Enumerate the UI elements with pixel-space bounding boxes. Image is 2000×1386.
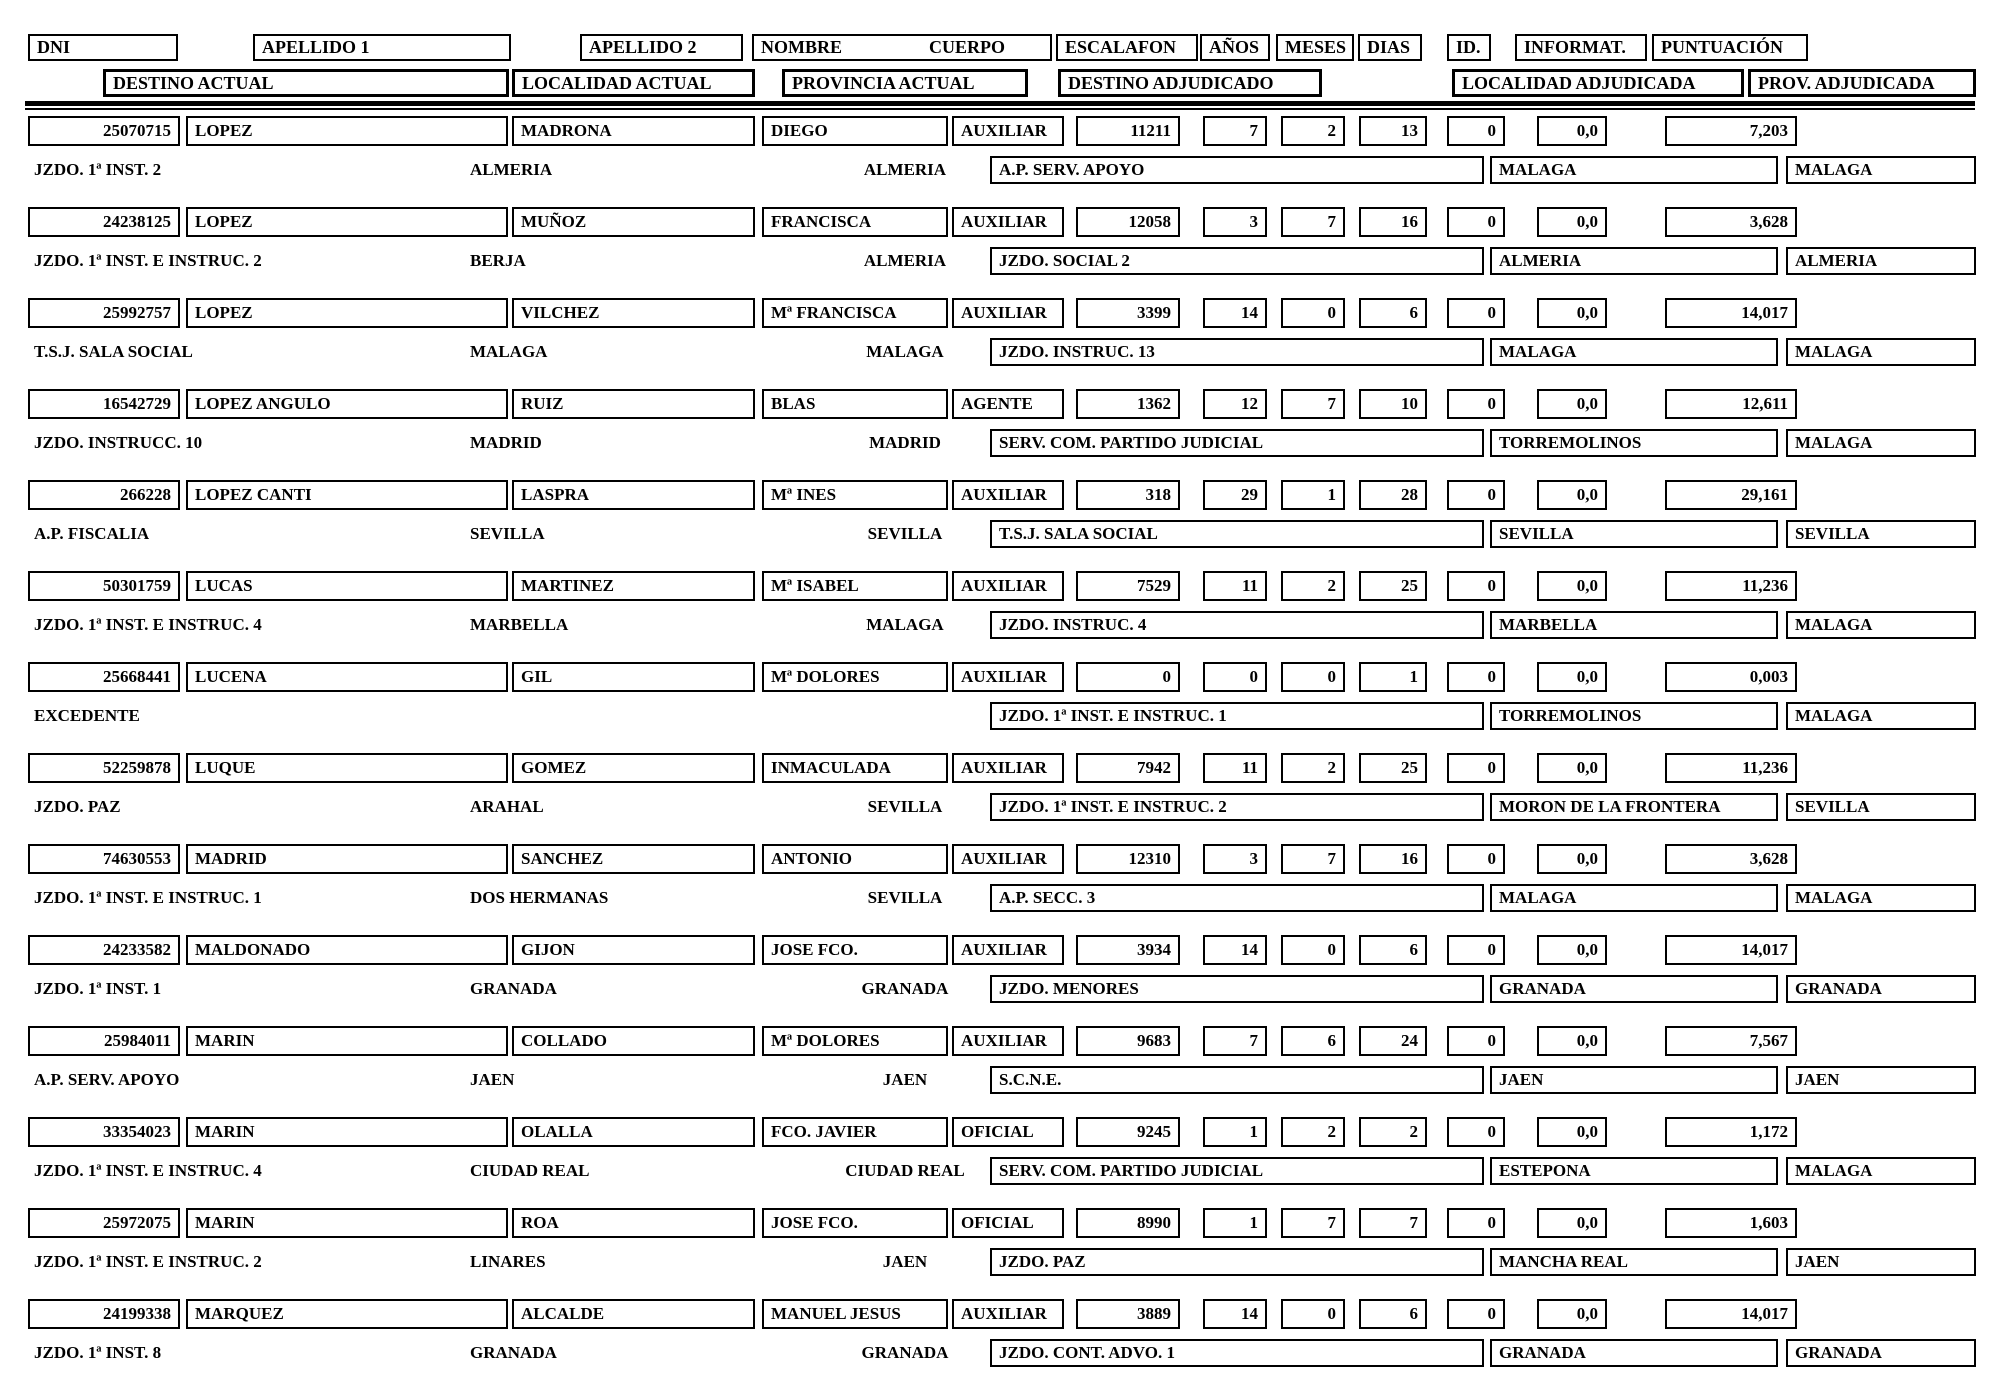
dni-value: 24238125 <box>28 207 180 237</box>
apellido1-value: MARIN <box>186 1026 508 1056</box>
destino-adjudicado-value: JZDO. PAZ <box>990 1248 1484 1276</box>
dias-value: 16 <box>1359 207 1427 237</box>
localidad-adjudicada-value: GRANADA <box>1490 975 1778 1003</box>
header-meses: MESES <box>1276 34 1354 61</box>
header-apellido-2: APELLIDO 2 <box>580 34 743 61</box>
localidad-actual-value: SEVILLA <box>470 524 545 543</box>
destino-actual-value: JZDO. 1ª INST. E INSTRUC. 2 <box>34 251 262 270</box>
anos-value: 7 <box>1203 116 1267 146</box>
dni-value: 16542729 <box>28 389 180 419</box>
id-value: 0 <box>1447 1208 1505 1238</box>
dias-value: 7 <box>1359 1208 1427 1238</box>
meses-value: 0 <box>1281 935 1345 965</box>
escalafon-value: 3399 <box>1076 298 1180 328</box>
provincia-actual-value: SEVILLA <box>867 797 943 816</box>
provincia-actual-value: GRANADA <box>861 979 949 998</box>
id-value: 0 <box>1447 1026 1505 1056</box>
localidad-adjudicada-value: MALAGA <box>1490 884 1778 912</box>
puntuacion-value: 11,236 <box>1665 753 1797 783</box>
provincia-actual-value: MALAGA <box>866 615 944 634</box>
destino-actual-value: JZDO. 1ª INST. 8 <box>34 1343 162 1362</box>
cuerpo-value: AUXILIAR <box>952 662 1064 692</box>
meses-value: 7 <box>1281 207 1345 237</box>
meses-value: 2 <box>1281 1117 1345 1147</box>
table-row <box>0 1117 2000 1208</box>
cuerpo-value: AUXILIAR <box>952 1299 1064 1329</box>
anos-value: 29 <box>1203 480 1267 510</box>
provincia-actual-value: GRANADA <box>861 1343 949 1362</box>
destino-actual-value: JZDO. INSTRUCC. 10 <box>34 433 203 452</box>
provincia-actual-value: MADRID <box>869 433 941 452</box>
prov-adjudicada-value: MALAGA <box>1786 884 1976 912</box>
destino-adjudicado-value: A.P. SERV. APOYO <box>990 156 1484 184</box>
apellido1-value: MADRID <box>186 844 508 874</box>
puntuacion-value: 14,017 <box>1665 935 1797 965</box>
informat-value: 0,0 <box>1537 1299 1607 1329</box>
nombre-value: Mª INES <box>762 480 948 510</box>
localidad-adjudicada-value: GRANADA <box>1490 1339 1778 1367</box>
table-row <box>0 935 2000 1026</box>
table-row <box>0 844 2000 935</box>
cuerpo-value: AUXILIAR <box>952 298 1064 328</box>
escalafon-value: 12058 <box>1076 207 1180 237</box>
puntuacion-value: 11,236 <box>1665 571 1797 601</box>
meses-value: 7 <box>1281 844 1345 874</box>
id-value: 0 <box>1447 207 1505 237</box>
anos-value: 14 <box>1203 298 1267 328</box>
apellido2-value: MARTINEZ <box>512 571 755 601</box>
header-prov-adjudicada: PROV. ADJUDICADA <box>1748 69 1976 97</box>
apellido2-value: LASPRA <box>512 480 755 510</box>
anos-value: 3 <box>1203 844 1267 874</box>
localidad-adjudicada-value: MANCHA REAL <box>1490 1248 1778 1276</box>
informat-value: 0,0 <box>1537 298 1607 328</box>
cuerpo-value: AUXILIAR <box>952 480 1064 510</box>
id-value: 0 <box>1447 1299 1505 1329</box>
header-provincia-actual: PROVINCIA ACTUAL <box>782 69 1028 97</box>
anos-value: 14 <box>1203 935 1267 965</box>
anos-value: 1 <box>1203 1208 1267 1238</box>
informat-value: 0,0 <box>1537 753 1607 783</box>
destino-adjudicado-value: JZDO. 1ª INST. E INSTRUC. 2 <box>990 793 1484 821</box>
prov-adjudicada-value: MALAGA <box>1786 338 1976 366</box>
escalafon-value: 318 <box>1076 480 1180 510</box>
cuerpo-value: OFICIAL <box>952 1208 1064 1238</box>
header-informat: INFORMAT. <box>1515 34 1647 61</box>
apellido1-value: LOPEZ <box>186 298 508 328</box>
nombre-value: BLAS <box>762 389 948 419</box>
escalafon-value: 7529 <box>1076 571 1180 601</box>
header-nombre-cuerpo <box>752 34 1052 61</box>
localidad-actual-value: BERJA <box>470 251 526 270</box>
prov-adjudicada-value: ALMERIA <box>1786 247 1976 275</box>
table-row <box>0 1299 2000 1386</box>
informat-value: 0,0 <box>1537 480 1607 510</box>
id-value: 0 <box>1447 480 1505 510</box>
header-localidad-actual: LOCALIDAD ACTUAL <box>512 69 755 97</box>
apellido2-value: MADRONA <box>512 116 755 146</box>
prov-adjudicada-value: SEVILLA <box>1786 793 1976 821</box>
header-dias: DIAS <box>1358 34 1422 61</box>
destino-adjudicado-value: JZDO. CONT. ADVO. 1 <box>990 1339 1484 1367</box>
localidad-actual-value: ALMERIA <box>470 160 553 179</box>
table-row <box>0 662 2000 753</box>
header-dni: DNI <box>28 34 178 61</box>
localidad-adjudicada-value: ESTEPONA <box>1490 1157 1778 1185</box>
puntuacion-value: 3,628 <box>1665 844 1797 874</box>
cuerpo-value: AUXILIAR <box>952 935 1064 965</box>
localidad-adjudicada-value: MALAGA <box>1490 156 1778 184</box>
apellido2-value: GIJON <box>512 935 755 965</box>
anos-value: 3 <box>1203 207 1267 237</box>
header-nombre: NOMBRE <box>761 37 842 57</box>
prov-adjudicada-value: MALAGA <box>1786 429 1976 457</box>
apellido2-value: GOMEZ <box>512 753 755 783</box>
destino-actual-value: JZDO. 1ª INST. E INSTRUC. 1 <box>34 888 262 907</box>
table-row <box>0 207 2000 298</box>
nombre-value: FRANCISCA <box>762 207 948 237</box>
apellido1-value: MARQUEZ <box>186 1299 508 1329</box>
prov-adjudicada-value: MALAGA <box>1786 611 1976 639</box>
apellido2-value: COLLADO <box>512 1026 755 1056</box>
cuerpo-value: AUXILIAR <box>952 116 1064 146</box>
id-value: 0 <box>1447 571 1505 601</box>
informat-value: 0,0 <box>1537 662 1607 692</box>
cuerpo-value: OFICIAL <box>952 1117 1064 1147</box>
dias-value: 1 <box>1359 662 1427 692</box>
meses-value: 1 <box>1281 480 1345 510</box>
table-row <box>0 1026 2000 1117</box>
puntuacion-value: 29,161 <box>1665 480 1797 510</box>
prov-adjudicada-value: MALAGA <box>1786 702 1976 730</box>
destino-adjudicado-value: T.S.J. SALA SOCIAL <box>990 520 1484 548</box>
header-apellido-1: APELLIDO 1 <box>253 34 511 61</box>
dni-value: 33354023 <box>28 1117 180 1147</box>
apellido2-value: SANCHEZ <box>512 844 755 874</box>
meses-value: 2 <box>1281 753 1345 783</box>
apellido1-value: MALDONADO <box>186 935 508 965</box>
destino-adjudicado-value: S.C.N.E. <box>990 1066 1484 1094</box>
provincia-actual-value: SEVILLA <box>867 888 943 907</box>
anos-value: 11 <box>1203 571 1267 601</box>
dias-value: 28 <box>1359 480 1427 510</box>
localidad-actual-value: JAEN <box>470 1070 515 1089</box>
informat-value: 0,0 <box>1537 389 1607 419</box>
table-row <box>0 480 2000 571</box>
dias-value: 6 <box>1359 298 1427 328</box>
cuerpo-value: AUXILIAR <box>952 753 1064 783</box>
apellido1-value: LOPEZ ANGULO <box>186 389 508 419</box>
meses-value: 2 <box>1281 116 1345 146</box>
destino-actual-value: A.P. FISCALIA <box>34 524 150 543</box>
prov-adjudicada-value: SEVILLA <box>1786 520 1976 548</box>
dni-value: 25070715 <box>28 116 180 146</box>
dni-value: 50301759 <box>28 571 180 601</box>
meses-value: 6 <box>1281 1026 1345 1056</box>
escalafon-value: 3934 <box>1076 935 1180 965</box>
table-row <box>0 116 2000 207</box>
localidad-actual-value: GRANADA <box>470 1343 557 1362</box>
informat-value: 0,0 <box>1537 935 1607 965</box>
meses-value: 0 <box>1281 298 1345 328</box>
dni-value: 52259878 <box>28 753 180 783</box>
localidad-actual-value: ARAHAL <box>470 797 544 816</box>
localidad-adjudicada-value: MARBELLA <box>1490 611 1778 639</box>
nombre-value: JOSE FCO. <box>762 935 948 965</box>
id-value: 0 <box>1447 662 1505 692</box>
destino-adjudicado-value: SERV. COM. PARTIDO JUDICIAL <box>990 429 1484 457</box>
nombre-value: ANTONIO <box>762 844 948 874</box>
header-id: ID. <box>1447 34 1491 61</box>
dias-value: 2 <box>1359 1117 1427 1147</box>
meses-value: 0 <box>1281 1299 1345 1329</box>
dni-value: 74630553 <box>28 844 180 874</box>
localidad-adjudicada-value: MORON DE LA FRONTERA <box>1490 793 1778 821</box>
apellido1-value: LUCAS <box>186 571 508 601</box>
dni-value: 25984011 <box>28 1026 180 1056</box>
header-escalafon: ESCALAFON <box>1056 34 1198 61</box>
localidad-actual-value: LINARES <box>470 1252 546 1271</box>
provincia-actual-value: SEVILLA <box>867 524 943 543</box>
table-row <box>0 753 2000 844</box>
apellido1-value: MARIN <box>186 1117 508 1147</box>
apellido1-value: LUCENA <box>186 662 508 692</box>
dni-value: 25972075 <box>28 1208 180 1238</box>
puntuacion-value: 1,172 <box>1665 1117 1797 1147</box>
destino-actual-value: JZDO. 1ª INST. 1 <box>34 979 162 998</box>
cuerpo-value: AGENTE <box>952 389 1064 419</box>
dias-value: 24 <box>1359 1026 1427 1056</box>
table-row <box>0 298 2000 389</box>
id-value: 0 <box>1447 389 1505 419</box>
localidad-adjudicada-value: TORREMOLINOS <box>1490 702 1778 730</box>
localidad-actual-value <box>470 702 770 730</box>
escalafon-value: 7942 <box>1076 753 1180 783</box>
anos-value: 11 <box>1203 753 1267 783</box>
header-anos: AÑOS <box>1200 34 1270 61</box>
nombre-value: FCO. JAVIER <box>762 1117 948 1147</box>
informat-value: 0,0 <box>1537 1117 1607 1147</box>
destino-adjudicado-value: JZDO. MENORES <box>990 975 1484 1003</box>
id-value: 0 <box>1447 116 1505 146</box>
id-value: 0 <box>1447 1117 1505 1147</box>
prov-adjudicada-value: JAEN <box>1786 1066 1976 1094</box>
destino-actual-value: A.P. SERV. APOYO <box>34 1070 180 1089</box>
puntuacion-value: 14,017 <box>1665 1299 1797 1329</box>
puntuacion-value: 12,611 <box>1665 389 1797 419</box>
cuerpo-value: AUXILIAR <box>952 571 1064 601</box>
escalafon-value: 9245 <box>1076 1117 1180 1147</box>
nombre-value: Mª DOLORES <box>762 662 948 692</box>
prov-adjudicada-value: MALAGA <box>1786 1157 1976 1185</box>
destino-actual-value: JZDO. PAZ <box>34 797 121 816</box>
dni-value: 24233582 <box>28 935 180 965</box>
apellido1-value: LUQUE <box>186 753 508 783</box>
nombre-value: DIEGO <box>762 116 948 146</box>
dni-value: 25668441 <box>28 662 180 692</box>
nombre-value: INMACULADA <box>762 753 948 783</box>
informat-value: 0,0 <box>1537 1208 1607 1238</box>
apellido1-value: LOPEZ CANTI <box>186 480 508 510</box>
destino-adjudicado-value: JZDO. 1ª INST. E INSTRUC. 1 <box>990 702 1484 730</box>
escalafon-value: 8990 <box>1076 1208 1180 1238</box>
puntuacion-value: 0,003 <box>1665 662 1797 692</box>
dias-value: 25 <box>1359 571 1427 601</box>
id-value: 0 <box>1447 753 1505 783</box>
puntuacion-value: 7,567 <box>1665 1026 1797 1056</box>
puntuacion-value: 7,203 <box>1665 116 1797 146</box>
informat-value: 0,0 <box>1537 571 1607 601</box>
puntuacion-value: 14,017 <box>1665 298 1797 328</box>
dni-value: 24199338 <box>28 1299 180 1329</box>
table-row <box>0 571 2000 662</box>
puntuacion-value: 1,603 <box>1665 1208 1797 1238</box>
cuerpo-value: AUXILIAR <box>952 1026 1064 1056</box>
header-destino-actual: DESTINO ACTUAL <box>103 69 509 97</box>
id-value: 0 <box>1447 298 1505 328</box>
cuerpo-value: AUXILIAR <box>952 844 1064 874</box>
localidad-actual-value: DOS HERMANAS <box>470 888 609 907</box>
prov-adjudicada-value: GRANADA <box>1786 1339 1976 1367</box>
table-row <box>0 1208 2000 1299</box>
meses-value: 7 <box>1281 389 1345 419</box>
destino-adjudicado-value: JZDO. INSTRUC. 13 <box>990 338 1484 366</box>
provincia-actual-value: ALMERIA <box>863 160 947 179</box>
records-list <box>0 116 2000 1386</box>
id-value: 0 <box>1447 844 1505 874</box>
informat-value: 0,0 <box>1537 844 1607 874</box>
escalafon-value: 3889 <box>1076 1299 1180 1329</box>
localidad-actual-value: MALAGA <box>470 342 548 361</box>
nombre-value: JOSE FCO. <box>762 1208 948 1238</box>
localidad-adjudicada-value: JAEN <box>1490 1066 1778 1094</box>
apellido1-value: LOPEZ <box>186 116 508 146</box>
destino-adjudicado-value: SERV. COM. PARTIDO JUDICIAL <box>990 1157 1484 1185</box>
anos-value: 0 <box>1203 662 1267 692</box>
apellido2-value: ALCALDE <box>512 1299 755 1329</box>
dias-value: 6 <box>1359 1299 1427 1329</box>
nombre-value: Mª FRANCISCA <box>762 298 948 328</box>
apellido2-value: OLALLA <box>512 1117 755 1147</box>
anos-value: 1 <box>1203 1117 1267 1147</box>
separator-rule-thin <box>25 108 1975 110</box>
nombre-value: Mª ISABEL <box>762 571 948 601</box>
puntuacion-value: 3,628 <box>1665 207 1797 237</box>
localidad-adjudicada-value: SEVILLA <box>1490 520 1778 548</box>
informat-value: 0,0 <box>1537 207 1607 237</box>
apellido2-value: GIL <box>512 662 755 692</box>
apellido2-value: RUIZ <box>512 389 755 419</box>
destino-adjudicado-value: A.P. SECC. 3 <box>990 884 1484 912</box>
meses-value: 7 <box>1281 1208 1345 1238</box>
destino-actual-value: EXCEDENTE <box>34 706 140 725</box>
escalafon-value: 1362 <box>1076 389 1180 419</box>
dias-value: 6 <box>1359 935 1427 965</box>
escalafon-value: 11211 <box>1076 116 1180 146</box>
destino-adjudicado-value: JZDO. INSTRUC. 4 <box>990 611 1484 639</box>
localidad-actual-value: MARBELLA <box>470 615 569 634</box>
separator-rule-thick <box>25 101 1975 106</box>
informat-value: 0,0 <box>1537 116 1607 146</box>
localidad-actual-value: MADRID <box>470 433 542 452</box>
apellido2-value: VILCHEZ <box>512 298 755 328</box>
provincia-actual-value: MALAGA <box>866 342 944 361</box>
dni-value: 25992757 <box>28 298 180 328</box>
localidad-adjudicada-value: TORREMOLINOS <box>1490 429 1778 457</box>
apellido1-value: LOPEZ <box>186 207 508 237</box>
destino-actual-value: JZDO. 1ª INST. E INSTRUC. 4 <box>34 615 262 634</box>
header-cuerpo: CUERPO <box>929 37 1005 57</box>
anos-value: 7 <box>1203 1026 1267 1056</box>
id-value: 0 <box>1447 935 1505 965</box>
destino-actual-value: JZDO. 1ª INST. E INSTRUC. 2 <box>34 1252 262 1271</box>
prov-adjudicada-value: GRANADA <box>1786 975 1976 1003</box>
apellido2-value: ROA <box>512 1208 755 1238</box>
informat-value: 0,0 <box>1537 1026 1607 1056</box>
dias-value: 25 <box>1359 753 1427 783</box>
provincia-actual-value: JAEN <box>882 1252 928 1271</box>
localidad-adjudicada-value: MALAGA <box>1490 338 1778 366</box>
destino-actual-value: T.S.J. SALA SOCIAL <box>34 342 193 361</box>
header-localidad-adjudicada: LOCALIDAD ADJUDICADA <box>1452 69 1744 97</box>
apellido2-value: MUÑOZ <box>512 207 755 237</box>
meses-value: 2 <box>1281 571 1345 601</box>
provincia-actual-value: CIUDAD REAL <box>845 1161 965 1180</box>
destino-adjudicado-value: JZDO. SOCIAL 2 <box>990 247 1484 275</box>
dias-value: 16 <box>1359 844 1427 874</box>
dias-value: 13 <box>1359 116 1427 146</box>
escalafon-value: 0 <box>1076 662 1180 692</box>
escalafon-value: 9683 <box>1076 1026 1180 1056</box>
meses-value: 0 <box>1281 662 1345 692</box>
cuerpo-value: AUXILIAR <box>952 207 1064 237</box>
header-destino-adjudicado: DESTINO ADJUDICADO <box>1058 69 1322 97</box>
destino-actual-value: JZDO. 1ª INST. 2 <box>34 160 162 179</box>
prov-adjudicada-value: MALAGA <box>1786 156 1976 184</box>
destino-actual-value: JZDO. 1ª INST. E INSTRUC. 4 <box>34 1161 262 1180</box>
header-puntuacion: PUNTUACIÓN <box>1652 34 1808 61</box>
anos-value: 12 <box>1203 389 1267 419</box>
localidad-actual-value: CIUDAD REAL <box>470 1161 590 1180</box>
dias-value: 10 <box>1359 389 1427 419</box>
nombre-value: MANUEL JESUS <box>762 1299 948 1329</box>
anos-value: 14 <box>1203 1299 1267 1329</box>
provincia-actual-value: JAEN <box>882 1070 928 1089</box>
table-row <box>0 389 2000 480</box>
dni-value: 266228 <box>28 480 180 510</box>
prov-adjudicada-value: JAEN <box>1786 1248 1976 1276</box>
escalafon-value: 12310 <box>1076 844 1180 874</box>
apellido1-value: MARIN <box>186 1208 508 1238</box>
nombre-value: Mª DOLORES <box>762 1026 948 1056</box>
localidad-actual-value: GRANADA <box>470 979 557 998</box>
localidad-adjudicada-value: ALMERIA <box>1490 247 1778 275</box>
provincia-actual-value: ALMERIA <box>863 251 947 270</box>
